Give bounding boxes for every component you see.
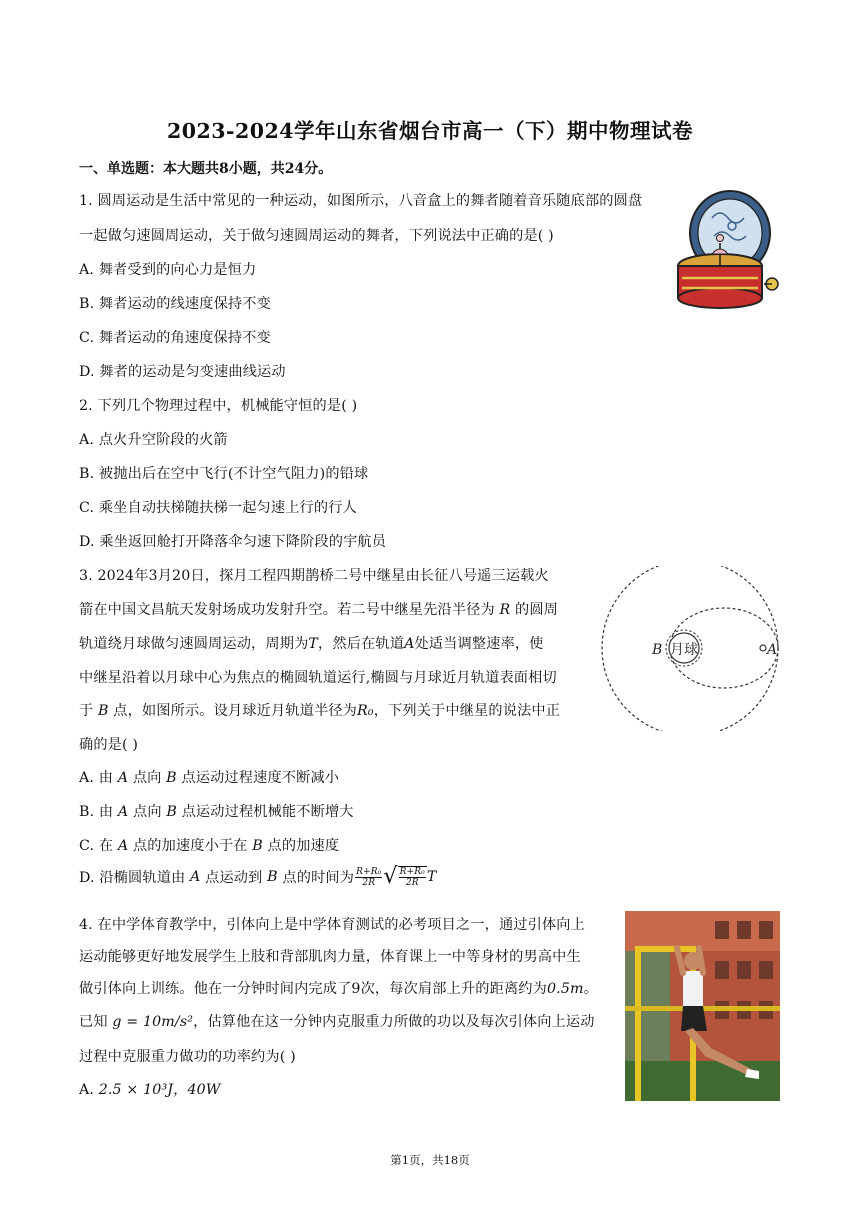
q2-option-a: A. 点火升空阶段的火箭 bbox=[79, 432, 228, 448]
q2-option-b: B. 被抛出后在空中飞行(不计空气阻力)的铅球 bbox=[79, 466, 369, 482]
q3-stem-line6: 确的是( ) bbox=[79, 737, 139, 753]
q2-option-c: C. 乘坐自动扶梯随扶梯一起匀速上行的行人 bbox=[79, 500, 357, 516]
q4-stem-line5: 过程中克服重力做功的功率约为( ) bbox=[79, 1049, 296, 1065]
moon-label: 月球 bbox=[670, 642, 698, 658]
q1-option-b: B. 舞者运动的线速度保持不变 bbox=[79, 296, 271, 312]
q1-option-a: A. 舞者受到的向心力是恒力 bbox=[79, 262, 257, 278]
q3-option-b: B. 由 A 点向 B 点运动过程机械能不断增大 bbox=[79, 804, 354, 820]
q4-stem-line4: 已知 g = 10m/s²，估算他在这一分钟内克服重力所做的功以及每次引体向上运动 bbox=[79, 1014, 595, 1030]
q1-option-c: C. 舞者运动的角速度保持不变 bbox=[79, 330, 271, 346]
q4-option-a: A. 2.5 × 10³J，40W bbox=[79, 1082, 221, 1098]
page-footer: 第1页，共18页 bbox=[390, 1153, 470, 1167]
q3-option-d: D. 沿椭圆轨道由 A 点运动到 B 点的时间为 $\frac{\text{R+R₀}}{2R}$ √ $\frac{\text{R+R₀}}{2R}$ T bbox=[79, 864, 437, 889]
pull-up-photo bbox=[625, 911, 780, 1101]
q3-stem-line4: 中继星沿着以月球中心为焦点的椭圆轨道运行,椭圆与月球近月轨道表面相切 bbox=[79, 670, 557, 686]
section-heading: 一、单选题：本大题共8小题，共24分。 bbox=[79, 161, 333, 177]
fraction: $\frac{\text{R+R₀}}{2R}$ bbox=[356, 866, 382, 888]
q2-stem: 2. 下列几个物理过程中，机械能守恒的是( ) bbox=[79, 398, 358, 414]
orbit-diagram bbox=[598, 566, 783, 731]
point-a-label: A bbox=[767, 642, 778, 658]
page-title: 2023-2024学年山东省烟台市高一（下）期中物理试卷 bbox=[166, 119, 694, 143]
q3-option-c: C. 在 A 点的加速度小于在 B 点的加速度 bbox=[79, 838, 340, 854]
music-box-image bbox=[672, 188, 782, 313]
point-b-label: B bbox=[652, 642, 663, 658]
square-root: √ $\frac{\text{R+R₀}}{2R}$ bbox=[383, 864, 425, 889]
q3-option-a: A. 由 A 点向 B 点运动过程速度不断减小 bbox=[79, 770, 340, 786]
q4-stem-line1: 4. 在中学体育教学中，引体向上是中学体育测试的必考项目之一，通过引体向上 bbox=[79, 917, 585, 933]
q1-stem-line1: 1. 圆周运动是生活中常见的一种运动，如图所示，八音盒上的舞者随着音乐随底部的圆盘 bbox=[79, 193, 643, 209]
q3-stem-line1: 3. 2024年3月20日，探月工程四期鹊桥二号中继星由长征八号遥三运载火 bbox=[79, 568, 549, 584]
q3-stem-line3: 轨道绕月球做匀速圆周运动，周期为T，然后在轨道A处适当调整速率，使 bbox=[79, 636, 544, 652]
q4-stem-line2: 运动能够更好地发展学生上肢和背部肌肉力量，体育课上一中等身材的男高中生 bbox=[79, 949, 581, 965]
q4-stem-line3: 做引体向上训练。他在一分钟时间内完成了9次，每次肩部上升的距离约为0.5m。 bbox=[79, 981, 598, 997]
q1-stem-line2: 一起做匀速圆周运动，关于做匀速圆周运动的舞者，下列说法中正确的是( ) bbox=[79, 228, 554, 244]
q1-option-d: D. 舞者的运动是匀变速曲线运动 bbox=[79, 364, 286, 380]
q2-option-d: D. 乘坐返回舱打开降落伞匀速下降阶段的宇航员 bbox=[79, 534, 387, 550]
q3-stem-line5: 于 B 点，如图所示。设月球近月轨道半径为R₀，下列关于中继星的说法中正 bbox=[79, 703, 561, 719]
point-a-marker bbox=[760, 645, 766, 651]
q3-stem-line2: 箭在中国文昌航天发射场成功发射升空。若二号中继星先沿半径为 R 的圆周 bbox=[79, 602, 558, 618]
